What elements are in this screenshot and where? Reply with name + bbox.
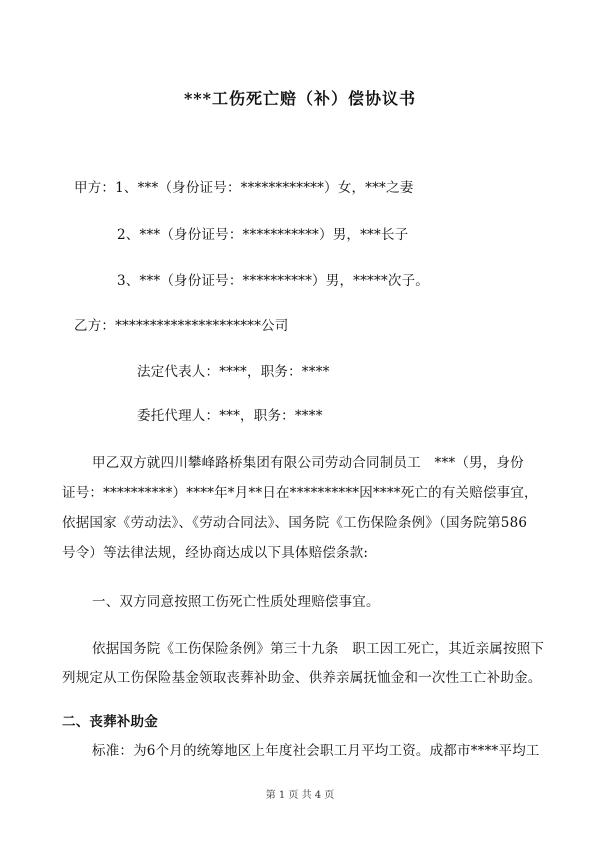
paragraph-2-line-1: 依据国务院《工伤保险条例》第三十九条 职工因工死亡，其近亲属按照下: [92, 641, 545, 657]
paragraph-2-line-2: 列规定从工伤保险基金领取丧葬补助金、供养亲属抚恤金和一次性工亡补助金。: [62, 670, 542, 686]
party-a-line-3: 3、***（身份证号：**********）男，*****次子。: [117, 273, 429, 289]
standard-line: 标准：为6个月的统筹地区上年度社会职工月平均工资。成都市****平均工: [92, 743, 540, 759]
authorized-agent: 委托代理人：***，职务：****: [137, 408, 323, 424]
paragraph-1-line-4: 号令）等法律法规，经协商达成以下具体赔偿条款:: [62, 545, 369, 561]
party-b-line: 乙方：*********************公司: [74, 318, 289, 334]
paragraph-1-line-2: 证号：**********）****年*月**日在**********因****死亡的有关赔偿事宜，: [62, 485, 538, 501]
section-2-heading: 二、丧葬补助金: [62, 714, 158, 730]
paragraph-1-line-1: 甲乙双方就四川攀峰路桥集团有限公司劳动合同制员工 ***（男，身份: [92, 455, 524, 471]
document-title: ***工伤死亡赔（补）偿协议书: [183, 89, 417, 108]
legal-representative: 法定代表人：****，职务：****: [137, 364, 330, 380]
page-footer: 第 1 页 共 4 页: [265, 790, 335, 801]
party-a-line-2: 2、***（身份证号：***********）男，***长子: [117, 227, 409, 243]
clause-1: 一、双方同意按照工伤死亡性质处理赔偿事宜。: [92, 594, 380, 610]
paragraph-1-line-3: 依据国家《劳动法》、《劳动合同法》、国务院《工伤保险条例》（国务院第586: [62, 515, 528, 531]
party-a-line-1: 甲方：1、***（身份证号：************）女，***之妻: [74, 180, 414, 196]
